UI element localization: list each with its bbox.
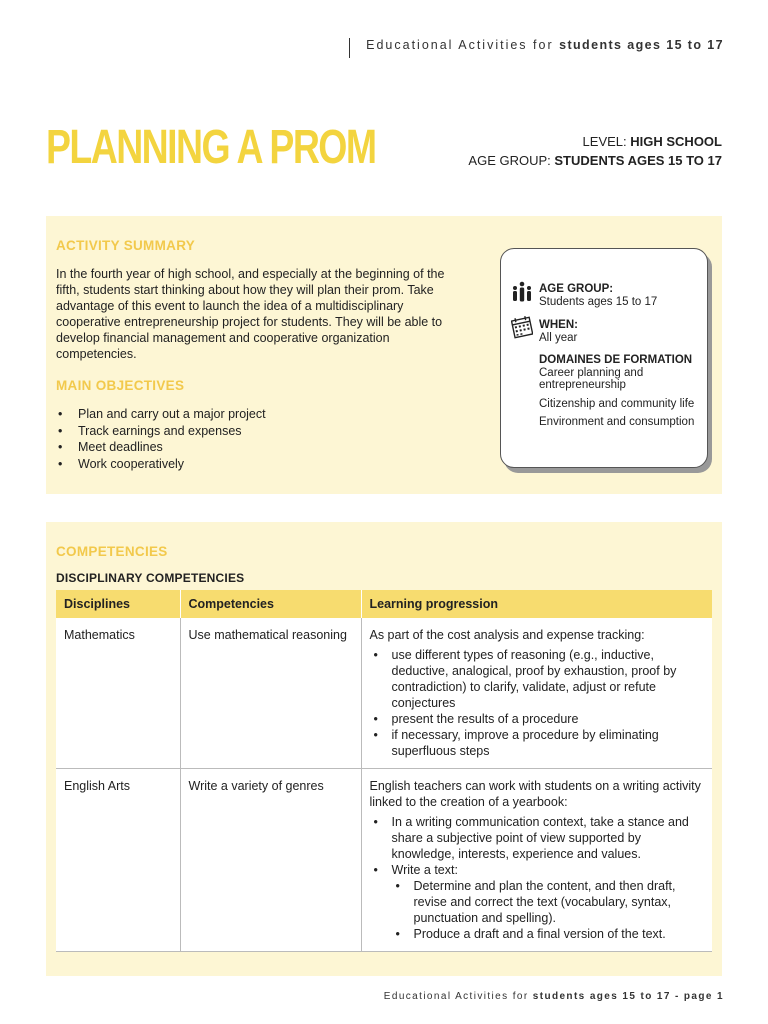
progression-list: [370, 647, 705, 759]
objectives-list: [56, 406, 266, 472]
list-item: • use different types of reasoning (e.g., inductive, deductive, analogical, proof by exhaustion, proof by contradiction) to clarify, validate, adjust or refute conjectures: [370, 647, 705, 711]
discipline-cell: English Arts: [56, 769, 180, 952]
age-group-label: AGE GROUP:: [468, 153, 551, 168]
progression-list: [370, 814, 705, 942]
list-item: • Determine and plan the content, and then draft, revise and correct the text (vocabulary, syntax, punctuation and spelling).: [392, 878, 705, 926]
disciplinary-competencies-heading: DISCIPLINARY COMPETENCIES: [56, 571, 245, 585]
age-group-value: STUDENTS AGES 15 TO 17: [554, 153, 722, 168]
page-title: PLANNING A PROM: [46, 121, 376, 174]
column-header: Disciplines: [56, 590, 180, 618]
list-item: • Produce a draft and a final version of the text.: [392, 926, 705, 942]
table-row: [56, 769, 712, 952]
page-footer: [384, 991, 724, 1002]
competencies-panel: [46, 522, 722, 976]
level-label: LEVEL:: [582, 134, 627, 149]
page-header: [349, 38, 724, 58]
column-header: Learning progression: [361, 590, 712, 618]
info-age-label: AGE GROUP:: [539, 283, 614, 295]
competencies-heading: COMPETENCIES: [56, 544, 168, 559]
info-when-label: WHEN:: [539, 319, 578, 331]
header-prefix: Educational Activities for: [366, 38, 554, 52]
progression-intro: As part of the cost analysis and expense tracking:: [369, 628, 645, 642]
progression-intro: English teachers can work with students on a writing activity linked to the creation of a yearbook:: [369, 779, 701, 809]
main-objectives-heading: MAIN OBJECTIVES: [56, 378, 185, 393]
footer-prefix: Educational Activities for: [383, 991, 529, 1002]
list-item: • present the results of a procedure: [370, 711, 705, 727]
level-value: HIGH SCHOOL: [630, 134, 722, 149]
competency-cell: Write a variety of genres: [180, 769, 361, 952]
info-domains-label: DOMAINES DE FORMATION: [539, 354, 693, 366]
list-item: • In a writing communication context, take a stance and share a subjective point of view supported by knowledge, interests, experience and values.: [370, 814, 705, 862]
list-item: • if necessary, improve a procedure by eliminating superfluous steps: [370, 727, 705, 759]
competency-cell: Use mathematical reasoning: [180, 618, 361, 769]
domain-item: Citizenship and community life: [539, 397, 695, 410]
info-age-value: Students ages 15 to 17: [539, 295, 658, 308]
table-row: [56, 618, 712, 769]
list-item: • Plan and carry out a major project: [56, 406, 266, 423]
list-item: • Meet deadlines: [56, 439, 266, 456]
header-bold: students ages 15 to 17: [559, 38, 724, 52]
info-when: [539, 319, 578, 344]
domain-item: Career planning and entrepreneurship: [539, 366, 644, 391]
list-item: • Track earnings and expenses: [56, 423, 266, 440]
competencies-table: [56, 590, 712, 952]
sub-list: [392, 878, 705, 942]
progression-cell: [361, 618, 712, 769]
people-icon: [511, 281, 533, 305]
calendar-icon: [511, 315, 533, 339]
domain-item: Environment and consumption: [539, 416, 695, 428]
info-box: [500, 248, 708, 468]
activity-summary-heading: ACTIVITY SUMMARY: [56, 238, 196, 253]
discipline-cell: Mathematics: [56, 618, 180, 769]
footer-bold: students ages 15 to 17 - page 1: [532, 991, 724, 1002]
column-header: Competencies: [180, 590, 361, 618]
activity-summary-panel: [46, 216, 722, 494]
list-item: • Work cooperatively: [56, 456, 266, 473]
info-when-value: All year: [539, 331, 578, 344]
list-item: [370, 862, 705, 942]
info-age-group: [539, 283, 657, 308]
progression-cell: [361, 769, 712, 952]
table-header-row: [56, 590, 712, 618]
info-domains: [539, 354, 699, 429]
activity-summary-text: In the fourth year of high school, and especially at the beginning of the fifth, students start thinking about how they will plan their prom. Take advantage of this event to launch the idea of a multidisciplinary cooperative entrepreneurship project for students. They will be able to develop financial management and cooperative organization competencies.: [56, 267, 445, 361]
list-item-text: Write a text:: [391, 863, 458, 877]
level-info: [468, 132, 722, 170]
